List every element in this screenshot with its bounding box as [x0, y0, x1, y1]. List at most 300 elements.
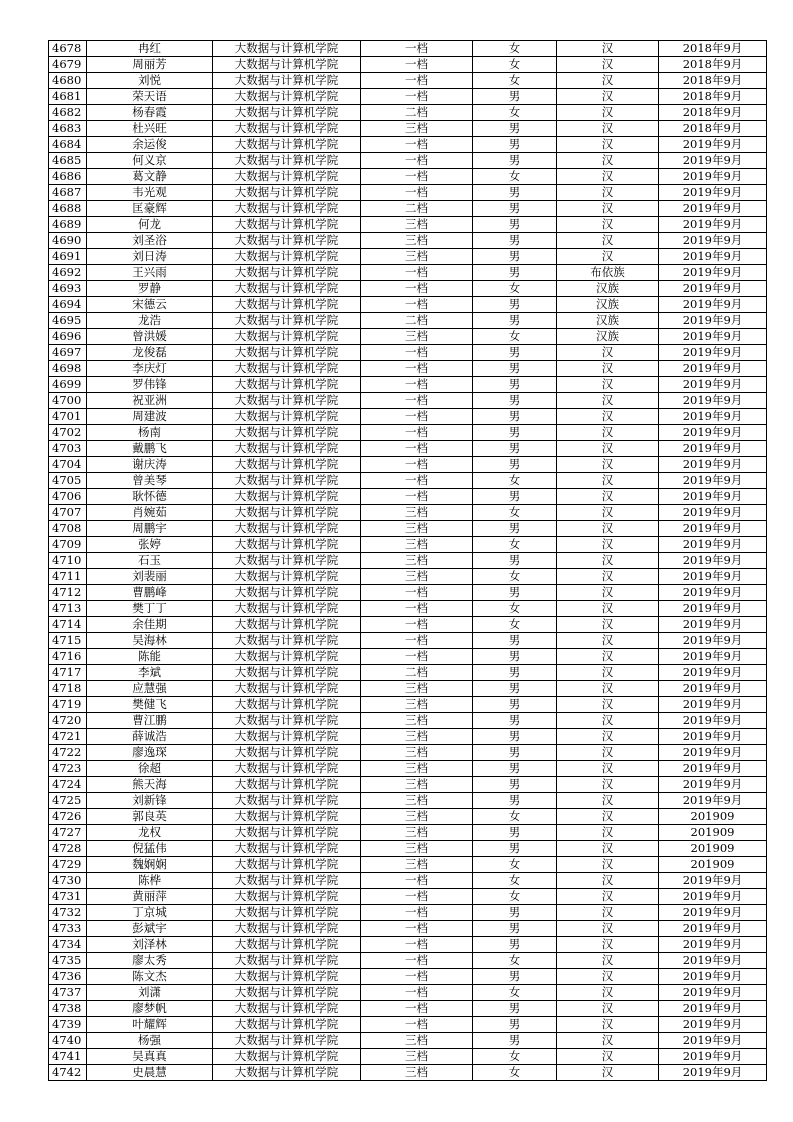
cell-college: 大数据与计算机学院 — [213, 441, 361, 457]
cell-ethnicity: 汉 — [557, 633, 659, 649]
cell-gender: 男 — [473, 153, 557, 169]
cell-gender: 男 — [473, 729, 557, 745]
cell-id: 4716 — [49, 649, 87, 665]
cell-id: 4723 — [49, 761, 87, 777]
cell-name: 王兴雨 — [87, 265, 213, 281]
cell-name: 刘日涛 — [87, 249, 213, 265]
cell-id: 4729 — [49, 857, 87, 873]
table-row — [49, 521, 767, 537]
cell-id: 4741 — [49, 1049, 87, 1065]
cell-id: 4722 — [49, 745, 87, 761]
cell-college: 大数据与计算机学院 — [213, 601, 361, 617]
cell-gender: 男 — [473, 249, 557, 265]
cell-gender: 男 — [473, 1017, 557, 1033]
cell-college: 大数据与计算机学院 — [213, 809, 361, 825]
cell-level: 二档 — [361, 665, 473, 681]
cell-enrollment: 2019年9月 — [659, 585, 767, 601]
cell-ethnicity: 汉族 — [557, 297, 659, 313]
cell-college: 大数据与计算机学院 — [213, 473, 361, 489]
cell-name: 刘裴丽 — [87, 569, 213, 585]
cell-gender: 男 — [473, 921, 557, 937]
cell-ethnicity: 汉 — [557, 713, 659, 729]
cell-level: 一档 — [361, 169, 473, 185]
cell-ethnicity: 汉 — [557, 153, 659, 169]
cell-id: 4732 — [49, 905, 87, 921]
cell-ethnicity: 汉 — [557, 841, 659, 857]
cell-college: 大数据与计算机学院 — [213, 393, 361, 409]
cell-gender: 男 — [473, 649, 557, 665]
cell-id: 4697 — [49, 345, 87, 361]
cell-gender: 男 — [473, 697, 557, 713]
cell-ethnicity: 汉 — [557, 425, 659, 441]
table-row — [49, 489, 767, 505]
cell-gender: 男 — [473, 841, 557, 857]
cell-college: 大数据与计算机学院 — [213, 681, 361, 697]
cell-level: 一档 — [361, 969, 473, 985]
table-row — [49, 425, 767, 441]
cell-college: 大数据与计算机学院 — [213, 921, 361, 937]
cell-ethnicity: 汉 — [557, 537, 659, 553]
cell-college: 大数据与计算机学院 — [213, 569, 361, 585]
cell-gender: 男 — [473, 777, 557, 793]
cell-gender: 男 — [473, 1033, 557, 1049]
cell-college: 大数据与计算机学院 — [213, 281, 361, 297]
cell-name: 韦光观 — [87, 185, 213, 201]
cell-level: 一档 — [361, 137, 473, 153]
cell-ethnicity: 汉 — [557, 1017, 659, 1033]
table-row — [49, 681, 767, 697]
cell-level: 三档 — [361, 857, 473, 873]
cell-id: 4700 — [49, 393, 87, 409]
cell-name: 周鹏宇 — [87, 521, 213, 537]
cell-college: 大数据与计算机学院 — [213, 1065, 361, 1081]
cell-name: 叶耀辉 — [87, 1017, 213, 1033]
cell-name: 周丽芳 — [87, 57, 213, 73]
cell-enrollment: 2019年9月 — [659, 409, 767, 425]
cell-ethnicity: 汉 — [557, 601, 659, 617]
cell-enrollment: 2019年9月 — [659, 969, 767, 985]
cell-name: 杨强 — [87, 1033, 213, 1049]
cell-id: 4728 — [49, 841, 87, 857]
cell-enrollment: 2019年9月 — [659, 713, 767, 729]
cell-level: 三档 — [361, 553, 473, 569]
cell-name: 龙俊磊 — [87, 345, 213, 361]
cell-name: 何义京 — [87, 153, 213, 169]
cell-ethnicity: 汉 — [557, 89, 659, 105]
cell-college: 大数据与计算机学院 — [213, 201, 361, 217]
cell-gender: 女 — [473, 857, 557, 873]
cell-ethnicity: 汉 — [557, 249, 659, 265]
cell-enrollment: 2019年9月 — [659, 217, 767, 233]
cell-id: 4693 — [49, 281, 87, 297]
table-row — [49, 937, 767, 953]
cell-college: 大数据与计算机学院 — [213, 73, 361, 89]
cell-id: 4690 — [49, 233, 87, 249]
cell-level: 三档 — [361, 1049, 473, 1065]
cell-level: 三档 — [361, 793, 473, 809]
cell-gender: 男 — [473, 137, 557, 153]
cell-gender: 男 — [473, 409, 557, 425]
cell-level: 三档 — [361, 569, 473, 585]
cell-ethnicity: 汉 — [557, 377, 659, 393]
cell-ethnicity: 汉 — [557, 777, 659, 793]
cell-level: 一档 — [361, 153, 473, 169]
cell-enrollment: 201909 — [659, 841, 767, 857]
cell-id: 4683 — [49, 121, 87, 137]
cell-ethnicity: 汉 — [557, 697, 659, 713]
cell-gender: 男 — [473, 89, 557, 105]
cell-id: 4704 — [49, 457, 87, 473]
cell-level: 一档 — [361, 873, 473, 889]
table-row — [49, 201, 767, 217]
cell-id: 4706 — [49, 489, 87, 505]
cell-enrollment: 2019年9月 — [659, 937, 767, 953]
cell-level: 一档 — [361, 89, 473, 105]
cell-id: 4702 — [49, 425, 87, 441]
cell-id: 4705 — [49, 473, 87, 489]
cell-id: 4680 — [49, 73, 87, 89]
cell-level: 三档 — [361, 121, 473, 137]
cell-level: 一档 — [361, 601, 473, 617]
table-row — [49, 729, 767, 745]
cell-level: 一档 — [361, 41, 473, 57]
cell-name: 郭良英 — [87, 809, 213, 825]
cell-level: 一档 — [361, 905, 473, 921]
cell-enrollment: 201909 — [659, 809, 767, 825]
cell-enrollment: 2019年9月 — [659, 617, 767, 633]
cell-gender: 女 — [473, 809, 557, 825]
table-row — [49, 265, 767, 281]
cell-level: 三档 — [361, 233, 473, 249]
cell-enrollment: 2019年9月 — [659, 1033, 767, 1049]
table-row — [49, 281, 767, 297]
cell-enrollment: 2019年9月 — [659, 1049, 767, 1065]
cell-level: 一档 — [361, 281, 473, 297]
cell-gender: 女 — [473, 617, 557, 633]
cell-ethnicity: 汉 — [557, 441, 659, 457]
cell-id: 4737 — [49, 985, 87, 1001]
cell-level: 三档 — [361, 681, 473, 697]
cell-level: 三档 — [361, 761, 473, 777]
cell-ethnicity: 汉 — [557, 761, 659, 777]
cell-id: 4736 — [49, 969, 87, 985]
cell-ethnicity: 汉 — [557, 73, 659, 89]
cell-gender: 男 — [473, 1001, 557, 1017]
table-row — [49, 41, 767, 57]
cell-enrollment: 2019年9月 — [659, 1065, 767, 1081]
cell-enrollment: 2019年9月 — [659, 457, 767, 473]
cell-enrollment: 2019年9月 — [659, 953, 767, 969]
cell-name: 丁京城 — [87, 905, 213, 921]
cell-level: 三档 — [361, 841, 473, 857]
cell-level: 一档 — [361, 425, 473, 441]
cell-level: 一档 — [361, 185, 473, 201]
cell-college: 大数据与计算机学院 — [213, 425, 361, 441]
cell-level: 一档 — [361, 1017, 473, 1033]
cell-college: 大数据与计算机学院 — [213, 793, 361, 809]
cell-level: 一档 — [361, 409, 473, 425]
table-body — [49, 41, 767, 1081]
cell-level: 一档 — [361, 489, 473, 505]
cell-enrollment: 2019年9月 — [659, 473, 767, 489]
table-row — [49, 1001, 767, 1017]
cell-ethnicity: 布依族 — [557, 265, 659, 281]
cell-id: 4725 — [49, 793, 87, 809]
cell-name: 龙权 — [87, 825, 213, 841]
cell-gender: 男 — [473, 185, 557, 201]
cell-name: 陈能 — [87, 649, 213, 665]
table-row — [49, 153, 767, 169]
cell-college: 大数据与计算机学院 — [213, 265, 361, 281]
cell-ethnicity: 汉 — [557, 201, 659, 217]
cell-level: 一档 — [361, 345, 473, 361]
table-row — [49, 105, 767, 121]
cell-id: 4711 — [49, 569, 87, 585]
cell-college: 大数据与计算机学院 — [213, 633, 361, 649]
cell-college: 大数据与计算机学院 — [213, 329, 361, 345]
cell-level: 三档 — [361, 777, 473, 793]
cell-level: 一档 — [361, 457, 473, 473]
cell-level: 二档 — [361, 105, 473, 121]
cell-ethnicity: 汉 — [557, 137, 659, 153]
cell-ethnicity: 汉 — [557, 569, 659, 585]
table-row — [49, 297, 767, 313]
cell-ethnicity: 汉 — [557, 585, 659, 601]
cell-ethnicity: 汉 — [557, 1065, 659, 1081]
cell-id: 4730 — [49, 873, 87, 889]
cell-name: 黄丽萍 — [87, 889, 213, 905]
cell-enrollment: 2019年9月 — [659, 697, 767, 713]
cell-name: 薛诚浩 — [87, 729, 213, 745]
cell-college: 大数据与计算机学院 — [213, 1049, 361, 1065]
cell-gender: 女 — [473, 73, 557, 89]
cell-enrollment: 2019年9月 — [659, 537, 767, 553]
cell-name: 吴海林 — [87, 633, 213, 649]
cell-enrollment: 2019年9月 — [659, 553, 767, 569]
cell-enrollment: 2019年9月 — [659, 905, 767, 921]
cell-level: 一档 — [361, 889, 473, 905]
cell-ethnicity: 汉 — [557, 1049, 659, 1065]
cell-gender: 女 — [473, 473, 557, 489]
cell-ethnicity: 汉 — [557, 457, 659, 473]
cell-gender: 女 — [473, 889, 557, 905]
cell-college: 大数据与计算机学院 — [213, 953, 361, 969]
table-row — [49, 617, 767, 633]
table-row — [49, 585, 767, 601]
table-row — [49, 665, 767, 681]
table-row — [49, 921, 767, 937]
table-row — [49, 569, 767, 585]
table-row — [49, 505, 767, 521]
cell-college: 大数据与计算机学院 — [213, 841, 361, 857]
cell-ethnicity: 汉族 — [557, 281, 659, 297]
cell-id: 4703 — [49, 441, 87, 457]
cell-id: 4713 — [49, 601, 87, 617]
student-table — [48, 40, 767, 1081]
cell-ethnicity: 汉 — [557, 681, 659, 697]
cell-college: 大数据与计算机学院 — [213, 617, 361, 633]
cell-name: 曾洪媛 — [87, 329, 213, 345]
cell-name: 魏娴娴 — [87, 857, 213, 873]
cell-gender: 男 — [473, 489, 557, 505]
cell-college: 大数据与计算机学院 — [213, 1033, 361, 1049]
cell-college: 大数据与计算机学院 — [213, 137, 361, 153]
cell-id: 4681 — [49, 89, 87, 105]
table-row — [49, 697, 767, 713]
cell-level: 一档 — [361, 617, 473, 633]
cell-enrollment: 2019年9月 — [659, 265, 767, 281]
cell-gender: 男 — [473, 681, 557, 697]
cell-ethnicity: 汉 — [557, 361, 659, 377]
cell-name: 何龙 — [87, 217, 213, 233]
cell-id: 4740 — [49, 1033, 87, 1049]
cell-name: 陈桦 — [87, 873, 213, 889]
table-row — [49, 393, 767, 409]
cell-college: 大数据与计算机学院 — [213, 361, 361, 377]
cell-ethnicity: 汉 — [557, 953, 659, 969]
cell-gender: 男 — [473, 521, 557, 537]
cell-enrollment: 2019年9月 — [659, 329, 767, 345]
cell-gender: 女 — [473, 169, 557, 185]
cell-gender: 女 — [473, 569, 557, 585]
cell-id: 4714 — [49, 617, 87, 633]
cell-enrollment: 2018年9月 — [659, 41, 767, 57]
cell-enrollment: 2019年9月 — [659, 921, 767, 937]
cell-gender: 男 — [473, 361, 557, 377]
cell-enrollment: 2019年9月 — [659, 137, 767, 153]
table-row — [49, 553, 767, 569]
table-row — [49, 633, 767, 649]
table-row — [49, 601, 767, 617]
cell-college: 大数据与计算机学院 — [213, 889, 361, 905]
cell-college: 大数据与计算机学院 — [213, 249, 361, 265]
cell-name: 李斌 — [87, 665, 213, 681]
cell-name: 应慧强 — [87, 681, 213, 697]
cell-gender: 女 — [473, 105, 557, 121]
table-row — [49, 889, 767, 905]
cell-enrollment: 2019年9月 — [659, 377, 767, 393]
cell-level: 三档 — [361, 825, 473, 841]
cell-name: 谢庆涛 — [87, 457, 213, 473]
table-row — [49, 121, 767, 137]
cell-name: 荣天语 — [87, 89, 213, 105]
table-row — [49, 1017, 767, 1033]
cell-id: 4733 — [49, 921, 87, 937]
cell-name: 廖太秀 — [87, 953, 213, 969]
cell-ethnicity: 汉 — [557, 233, 659, 249]
cell-gender: 女 — [473, 329, 557, 345]
cell-college: 大数据与计算机学院 — [213, 41, 361, 57]
cell-level: 一档 — [361, 441, 473, 457]
table-row — [49, 1049, 767, 1065]
table-row — [49, 217, 767, 233]
table-row — [49, 233, 767, 249]
cell-id: 4715 — [49, 633, 87, 649]
cell-college: 大数据与计算机学院 — [213, 649, 361, 665]
cell-level: 一档 — [361, 297, 473, 313]
cell-college: 大数据与计算机学院 — [213, 1001, 361, 1017]
cell-name: 樊丁丁 — [87, 601, 213, 617]
cell-name: 熊天海 — [87, 777, 213, 793]
cell-level: 一档 — [361, 937, 473, 953]
cell-gender: 男 — [473, 745, 557, 761]
cell-level: 一档 — [361, 57, 473, 73]
cell-level: 一档 — [361, 649, 473, 665]
cell-enrollment: 2019年9月 — [659, 441, 767, 457]
cell-name: 曾美琴 — [87, 473, 213, 489]
cell-level: 一档 — [361, 953, 473, 969]
cell-college: 大数据与计算机学院 — [213, 985, 361, 1001]
table-row — [49, 249, 767, 265]
cell-name: 樊健飞 — [87, 697, 213, 713]
cell-gender: 女 — [473, 953, 557, 969]
table-row — [49, 649, 767, 665]
cell-level: 三档 — [361, 745, 473, 761]
table-row — [49, 809, 767, 825]
cell-enrollment: 2019年9月 — [659, 569, 767, 585]
table-row — [49, 441, 767, 457]
table-row — [49, 969, 767, 985]
cell-level: 一档 — [361, 377, 473, 393]
cell-ethnicity: 汉 — [557, 489, 659, 505]
cell-enrollment: 2019年9月 — [659, 521, 767, 537]
cell-id: 4735 — [49, 953, 87, 969]
cell-ethnicity: 汉 — [557, 729, 659, 745]
table-row — [49, 537, 767, 553]
cell-college: 大数据与计算机学院 — [213, 937, 361, 953]
cell-ethnicity: 汉 — [557, 969, 659, 985]
cell-gender: 女 — [473, 537, 557, 553]
cell-id: 4696 — [49, 329, 87, 345]
cell-id: 4699 — [49, 377, 87, 393]
cell-enrollment: 2019年9月 — [659, 393, 767, 409]
cell-ethnicity: 汉 — [557, 169, 659, 185]
cell-id: 4678 — [49, 41, 87, 57]
cell-college: 大数据与计算机学院 — [213, 345, 361, 361]
cell-enrollment: 201909 — [659, 857, 767, 873]
cell-enrollment: 2019年9月 — [659, 505, 767, 521]
cell-id: 4686 — [49, 169, 87, 185]
cell-id: 4708 — [49, 521, 87, 537]
table-row — [49, 825, 767, 841]
cell-name: 葛文静 — [87, 169, 213, 185]
cell-level: 三档 — [361, 1065, 473, 1081]
cell-ethnicity: 汉 — [557, 217, 659, 233]
cell-id: 4709 — [49, 537, 87, 553]
cell-ethnicity: 汉 — [557, 121, 659, 137]
cell-id: 4698 — [49, 361, 87, 377]
cell-id: 4694 — [49, 297, 87, 313]
cell-name: 李庆灯 — [87, 361, 213, 377]
cell-enrollment: 2019年9月 — [659, 777, 767, 793]
cell-id: 4724 — [49, 777, 87, 793]
cell-id: 4719 — [49, 697, 87, 713]
cell-college: 大数据与计算机学院 — [213, 713, 361, 729]
cell-name: 肖婉茹 — [87, 505, 213, 521]
cell-college: 大数据与计算机学院 — [213, 457, 361, 473]
cell-enrollment: 2019年9月 — [659, 281, 767, 297]
cell-id: 4687 — [49, 185, 87, 201]
table-row — [49, 361, 767, 377]
cell-gender: 女 — [473, 41, 557, 57]
cell-gender: 女 — [473, 601, 557, 617]
cell-ethnicity: 汉 — [557, 649, 659, 665]
cell-level: 三档 — [361, 217, 473, 233]
cell-enrollment: 2019年9月 — [659, 745, 767, 761]
cell-enrollment: 2019年9月 — [659, 169, 767, 185]
cell-name: 廖逸琛 — [87, 745, 213, 761]
cell-id: 4679 — [49, 57, 87, 73]
